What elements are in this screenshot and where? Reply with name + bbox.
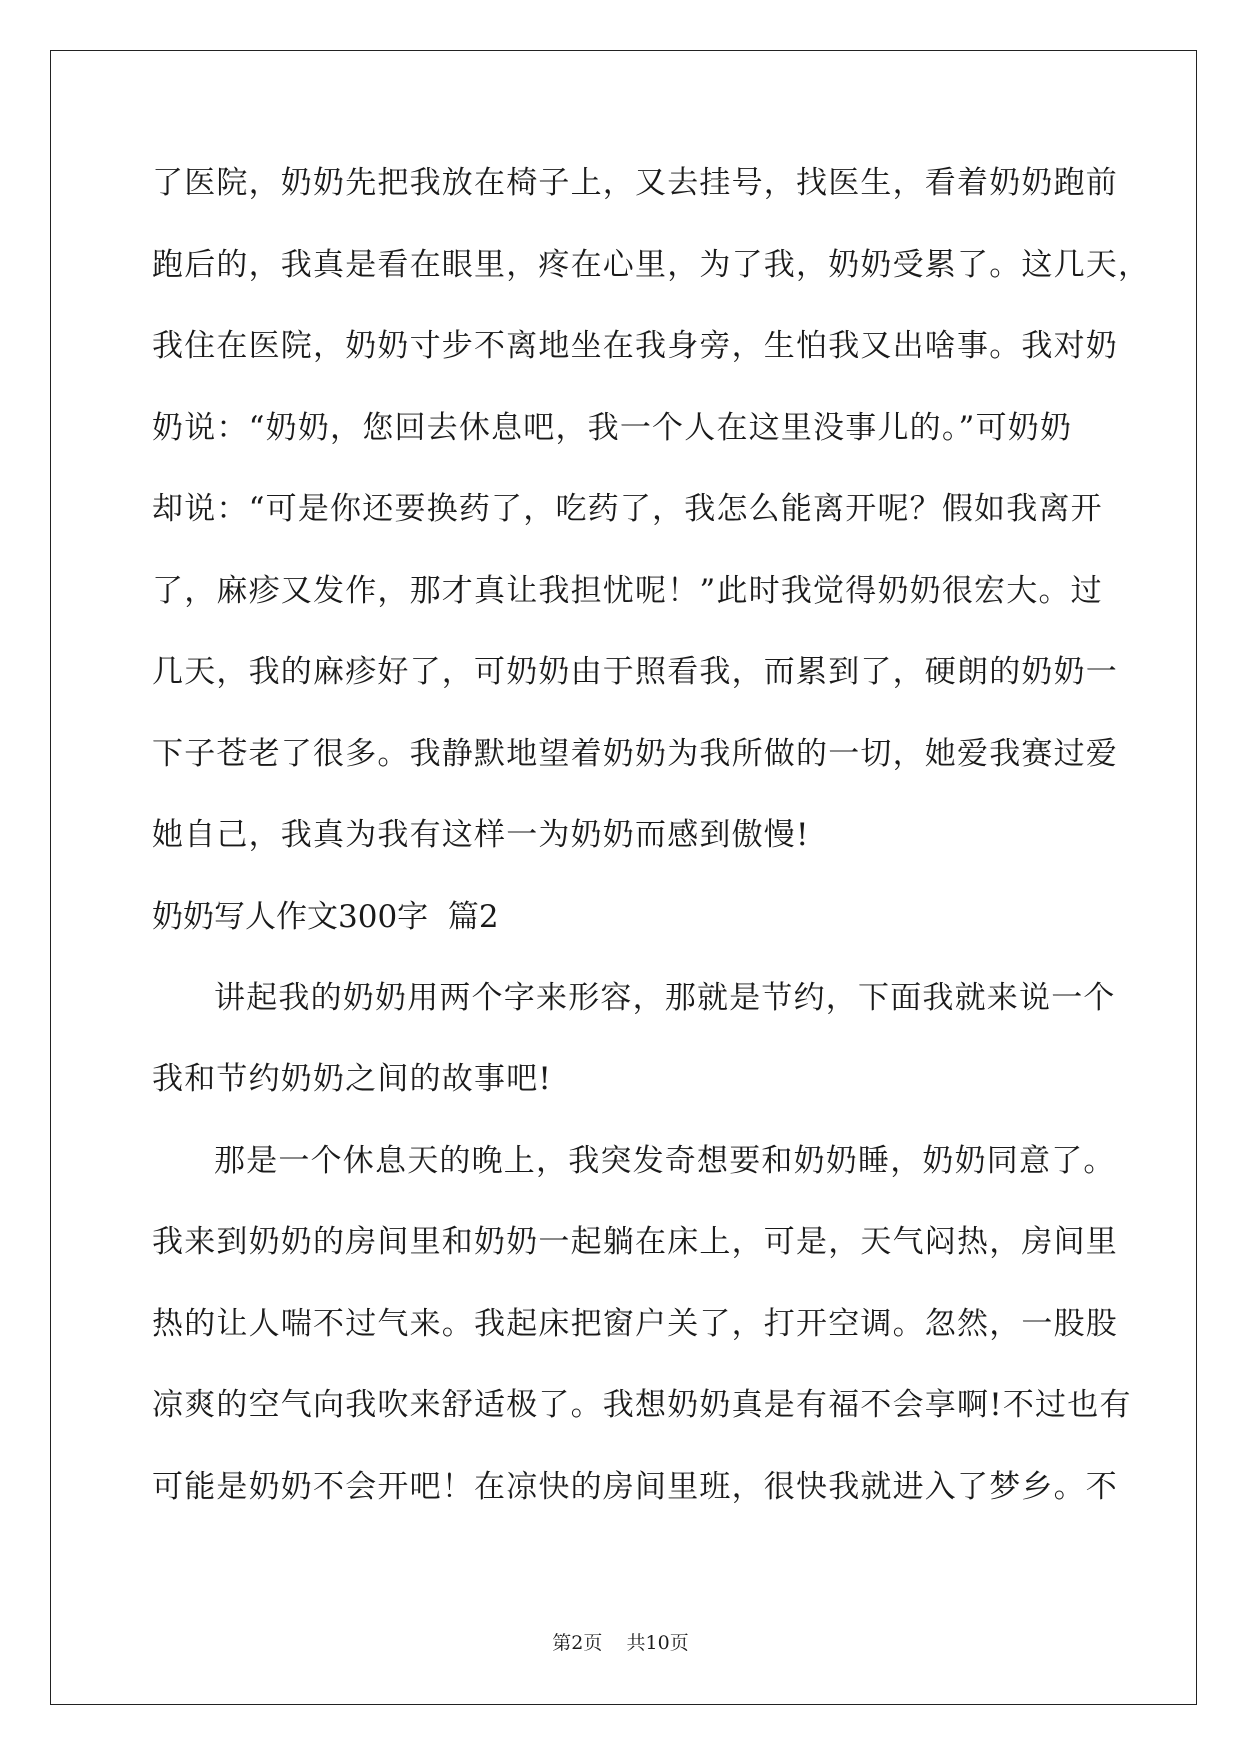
body-line: 讲起我的奶奶用两个字来形容，那就是节约，下面我就来说一个 bbox=[214, 979, 1116, 1016]
body-line: 了，麻疹又发作，那才真让我担忧呢！”此时我觉得奶奶很宏大。过 bbox=[152, 572, 1103, 609]
body-line: 那是一个休息天的晚上，我突发奇想要和奶奶睡，奶奶同意了。 bbox=[214, 1142, 1116, 1179]
body-line: 几天，我的麻疹好了，可奶奶由于照看我，而累到了，硬朗的奶奶一 bbox=[152, 654, 1118, 690]
body-line: 跑后的，我真是看在眼里，疼在心里，为了我，奶奶受累了。这几天， bbox=[152, 246, 1151, 283]
body-line: 下子苍老了很多。我静默地望着奶奶为我所做的一切，她爱我赛过爱 bbox=[152, 735, 1118, 772]
body-line: 热的让人喘不过气来。我起床把窗户关了，打开空调。忽然，一股股 bbox=[152, 1305, 1118, 1342]
body-line: 我和节约奶奶之间的故事吧! bbox=[152, 1061, 553, 1097]
body-line: 她自己，我真为我有这样一为奶奶而感到傲慢! bbox=[152, 817, 810, 853]
body-line: 我来到奶奶的房间里和奶奶一起躺在床上，可是，天气闷热，房间里 bbox=[152, 1224, 1118, 1260]
page-footer: 第2页 共10页 bbox=[552, 1632, 689, 1654]
body-line: 奶说：“奶奶，您回去休息吧，我一个人在这里没事儿的。”可奶奶 bbox=[152, 409, 1073, 446]
body-line: 凉爽的空气向我吹来舒适极了。我想奶奶真是有福不会享啊!不过也有 bbox=[152, 1387, 1132, 1423]
section-heading: 奶奶写人作文300字 篇2 bbox=[152, 898, 499, 935]
document-body bbox=[152, 163, 1151, 1548]
body-line: 我住在医院，奶奶寸步不离地坐在我身旁，生怕我又出啥事。我对奶 bbox=[152, 328, 1118, 364]
body-line: 可能是奶奶不会开吧！在凉快的房间里班，很快我就进入了梦乡。不 bbox=[152, 1468, 1118, 1505]
body-line: 却说：“可是你还要换药了，吃药了，我怎么能离开呢？假如我离开 bbox=[152, 491, 1103, 527]
body-line: 了医院，奶奶先把我放在椅子上，又去挂号，找医生，看着奶奶跑前 bbox=[152, 165, 1118, 201]
